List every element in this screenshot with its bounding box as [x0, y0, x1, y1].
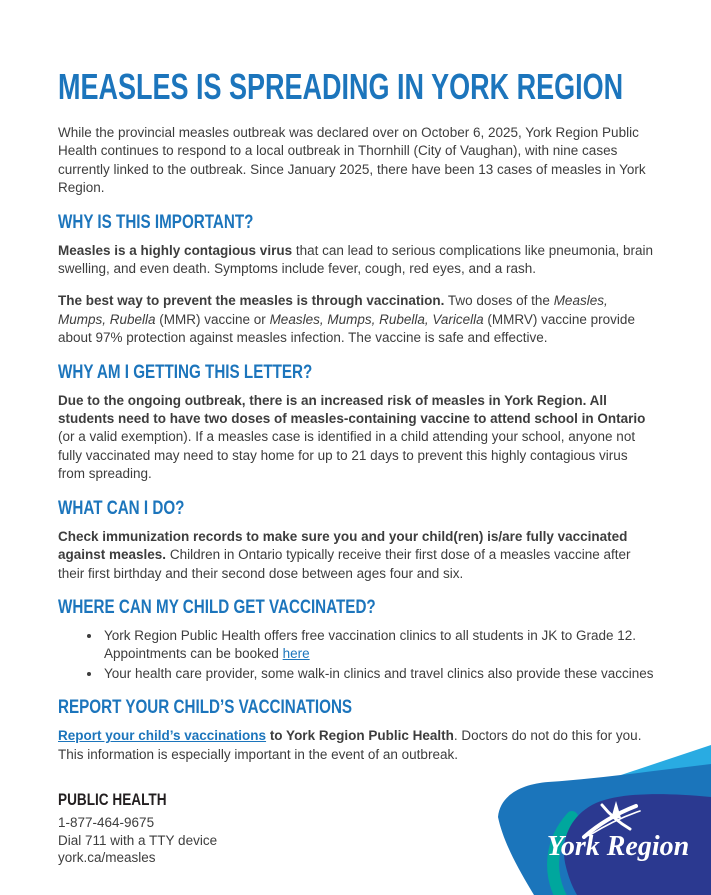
paragraph-outbreak-risk	[58, 392, 657, 484]
body-text: (or a valid exemption). If a measles case is identified in a child attending your school, anyone not fully vaccinated may need to stay home for up to 21 days to prevent this highly contagious virus from spreading.	[58, 429, 636, 482]
section-heading-what-can-i-do: WHAT CAN I DO?	[58, 496, 185, 519]
footer-contact-block	[58, 791, 217, 867]
york-region-logo	[480, 743, 711, 895]
page-title: MEASLES IS SPREADING IN YORK REGION	[58, 66, 624, 107]
vaccination-options-list	[58, 627, 657, 683]
website-url: york.ca/measles	[58, 850, 156, 865]
body-text: Your health care provider, some walk-in clinics and travel clinics also provide these vaccines	[104, 665, 654, 681]
letter-content	[58, 66, 657, 778]
bold-text: Check immunization records to make sure you and your child(ren) is/are fully vaccinated against measles.	[58, 528, 628, 563]
section-heading-why-important: WHY IS THIS IMPORTANT?	[58, 210, 254, 233]
section-heading-why-letter: WHY AM I GETTING THIS LETTER?	[58, 360, 313, 383]
section-heading-report-vaccinations: REPORT YOUR CHILD’S VACCINATIONS	[58, 696, 353, 719]
report-vaccinations-link[interactable]: Report your child’s vaccinations	[58, 728, 267, 744]
body-text: York Region Public Health offers free vaccination clinics to all students in JK to Grade 12. Appointments can be booked	[104, 627, 637, 662]
paragraph-vaccination-prevention	[58, 292, 657, 347]
bold-text: Due to the ongoing outbreak, there is an increased risk of measles in York Region. All students need to have two doses of measles-containing vaccine to attend school in Ontario	[58, 392, 646, 427]
bold-text: The best way to prevent the measles is through vaccination.	[58, 293, 445, 309]
phone-number: 1-877-464-9675	[58, 815, 155, 830]
tty-line: Dial 711 with a TTY device	[58, 832, 218, 848]
italic-text: Measles, Mumps, Rubella, Varicella	[269, 311, 484, 327]
bold-text: Measles is a highly contagious virus	[58, 242, 293, 258]
department-label: PUBLIC HEALTH	[58, 790, 167, 809]
paragraph-contagious-virus	[58, 242, 657, 279]
bold-text: to York Region Public Health	[266, 728, 454, 744]
italic-text: Measles, Mumps, Rubella	[58, 293, 608, 327]
body-text: Children in Ontario typically receive their first dose of a measles vaccine after their first birthday and their second dose between ages four and six.	[58, 547, 631, 581]
section-heading-where-vaccinated: WHERE CAN MY CHILD GET VACCINATED?	[58, 595, 376, 618]
body-text: that can lead to serious complications like pneumonia, brain swelling, and even death.	[58, 242, 654, 277]
body-text: (MMRV) vaccine provide about 97% protection against measles infection. The vaccine is safe and effective.	[58, 311, 635, 346]
body-text: Two doses of the	[444, 293, 554, 309]
paragraph-check-records	[58, 528, 657, 583]
list-item-providers	[102, 665, 657, 683]
body-text: (MMR) vaccine or	[155, 311, 270, 327]
book-appointment-link[interactable]: here	[282, 646, 310, 662]
body-text: . Doctors do not do this for you. This information is especially important in the event of an outbreak.	[58, 728, 642, 762]
intro-text: While the provincial measles outbreak was declared over on October 6, 2025, York Region Public Health continues to respond to a local outbreak in Thornhill (City of Vaughan), with nine cases currently linked to the outbreak. Since January 2025, there have been 13 cases of measles in York Region.	[58, 125, 646, 196]
list-item-clinics	[102, 627, 657, 664]
body-text: Symptoms include fever, cough, red eyes, and a rash.	[210, 261, 537, 277]
york-region-logo-graphic	[480, 743, 711, 895]
logo-wordmark: York Region	[546, 831, 690, 862]
intro-paragraph	[58, 124, 657, 198]
